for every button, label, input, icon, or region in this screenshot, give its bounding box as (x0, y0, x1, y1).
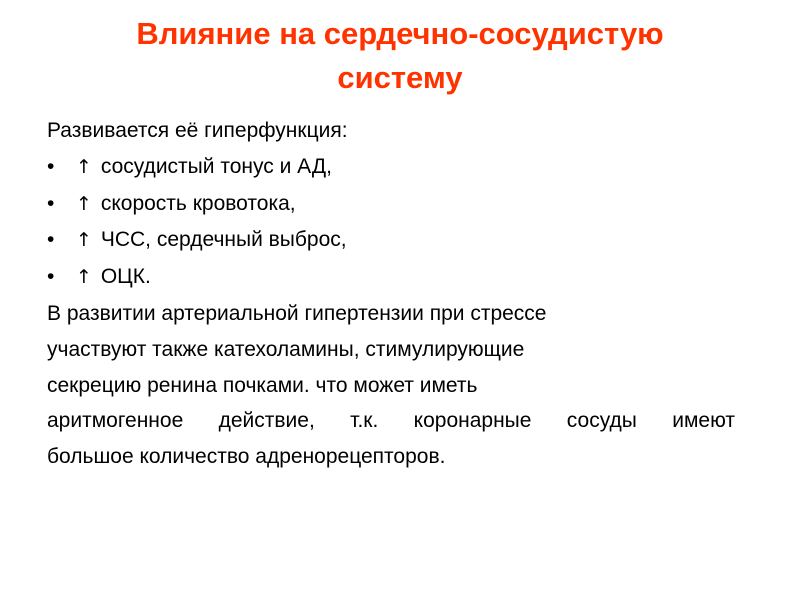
bullet-icon: • (47, 154, 55, 178)
paragraph-line-5: большое количество адренорецепторов. (47, 445, 446, 469)
paragraph-line-4: аритмогенное действие, т.к. коронарные сосуды имеют (47, 409, 735, 433)
bullet-text: ЧСС, сердечный выброс, (100, 228, 347, 252)
bullet-list (47, 149, 747, 296)
paragraph-line-2: участвуют также катехоламины, стимулирующие (47, 337, 525, 361)
bullet-item (47, 259, 747, 296)
bullet-item (47, 186, 747, 223)
paragraph-line-1: В развитии артериальной гипертензии при стрессе (47, 301, 547, 325)
up-arrow-icon: ↑ (76, 192, 92, 215)
bullet-text: ОЦК. (100, 265, 151, 289)
up-arrow-icon: ↑ (76, 229, 92, 252)
slide-body (47, 113, 747, 475)
title-line-2: систему (337, 60, 463, 95)
up-arrow-icon: ↑ (76, 266, 92, 289)
paragraph-line-3: секрецию ренина почками. что может иметь (47, 373, 478, 397)
up-arrow-icon: ↑ (76, 155, 92, 178)
bullet-icon: • (47, 265, 55, 289)
bullet-item (47, 149, 747, 186)
bullet-item (47, 222, 747, 259)
title-line-1: Влияние на сердечно-сосудистую (136, 16, 664, 51)
bullet-icon: • (47, 191, 55, 215)
bullet-icon: • (47, 228, 55, 252)
body-paragraph (47, 296, 747, 475)
intro-text: Развивается её гиперфункция: (47, 119, 348, 142)
bullet-text: сосудистый тонус и АД, (100, 154, 332, 178)
bullet-text: скорость кровотока, (100, 191, 296, 215)
slide-title (40, 12, 760, 100)
